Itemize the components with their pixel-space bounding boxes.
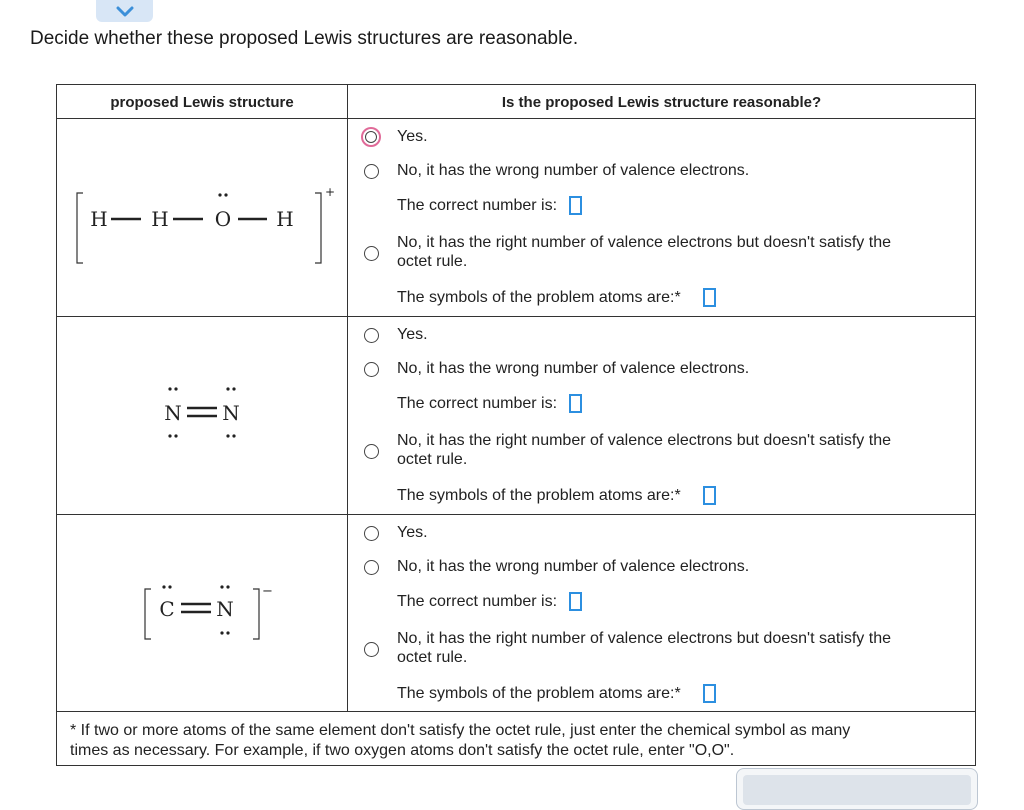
atom-label: H — [90, 207, 108, 231]
correct-number-row: The correct number is: — [397, 592, 582, 611]
charge-label: + — [325, 185, 336, 199]
atom-label: C — [159, 597, 175, 621]
radio-octet-rule[interactable] — [364, 642, 379, 657]
problem-atoms-input[interactable] — [703, 486, 716, 505]
atom-label: H — [276, 207, 294, 231]
radio-yes[interactable] — [361, 127, 381, 147]
answer-action-inner[interactable] — [743, 775, 971, 805]
header-is-reasonable: Is the proposed Lewis structure reasonable? — [501, 93, 822, 111]
option-wrong-valence-label: No, it has the wrong number of valence electrons. — [397, 360, 750, 377]
atom-label: N — [222, 401, 240, 425]
problem-atoms-row: The symbols of the problem atoms are:* — [397, 486, 716, 505]
option-yes-label: Yes. — [397, 524, 428, 541]
option-wrong-valence-label: No, it has the wrong number of valence electrons. — [397, 558, 750, 575]
lewis-structure-hhoh — [57, 119, 347, 317]
option-octet-label: No, it has the right number of valence electrons but doesn't satisfy the octet rule. — [397, 432, 891, 468]
correct-number-row: The correct number is: — [397, 394, 582, 413]
radio-yes[interactable] — [364, 526, 379, 541]
answer-action-bar[interactable] — [736, 768, 978, 810]
correct-number-row: The correct number is: — [397, 196, 582, 215]
radio-wrong-valence[interactable] — [364, 164, 379, 179]
lewis-structure-cn — [57, 515, 347, 713]
chevron-down-icon — [115, 6, 135, 18]
problem-atoms-row: The symbols of the problem atoms are:* — [397, 684, 716, 703]
atom-label: N — [216, 597, 234, 621]
instructions-text: Decide whether these proposed Lewis structures are reasonable. — [30, 28, 579, 49]
footnote: * If two or more atoms of the same element don't satisfy the octet rule, just enter the chemical symbol as many times as necessary. For example, if two oxygen atoms don't satisfy the octet rule, enter "O,O". — [70, 722, 851, 759]
lewis-structure-table — [56, 84, 976, 766]
correct-number-input[interactable] — [569, 394, 582, 413]
atom-label: H — [151, 207, 169, 231]
radio-wrong-valence[interactable] — [364, 560, 379, 575]
radio-wrong-valence[interactable] — [364, 362, 379, 377]
header-proposed-structure: proposed Lewis structure — [57, 85, 348, 119]
correct-number-input[interactable] — [569, 196, 582, 215]
atom-label: O — [214, 207, 232, 231]
question-row-3 — [57, 515, 975, 713]
question-row-1 — [57, 119, 975, 317]
charge-label: − — [262, 584, 273, 599]
problem-atoms-input[interactable] — [703, 684, 716, 703]
option-octet-label: No, it has the right number of valence electrons but doesn't satisfy the octet rule. — [397, 234, 891, 270]
problem-atoms-row: The symbols of the problem atoms are:* — [397, 288, 716, 307]
atom-label: N — [164, 401, 182, 425]
collapse-button[interactable] — [96, 0, 153, 22]
option-octet-label: No, it has the right number of valence electrons but doesn't satisfy the octet rule. — [397, 630, 891, 666]
option-yes-label: Yes. — [397, 326, 428, 343]
radio-octet-rule[interactable] — [364, 444, 379, 459]
problem-atoms-input[interactable] — [703, 288, 716, 307]
question-row-2 — [57, 317, 975, 515]
radio-yes[interactable] — [364, 328, 379, 343]
radio-octet-rule[interactable] — [364, 246, 379, 261]
lewis-structure-nn — [57, 317, 347, 515]
correct-number-input[interactable] — [569, 592, 582, 611]
option-yes-label: Yes. — [397, 128, 428, 145]
option-wrong-valence-label: No, it has the wrong number of valence electrons. — [397, 162, 750, 179]
